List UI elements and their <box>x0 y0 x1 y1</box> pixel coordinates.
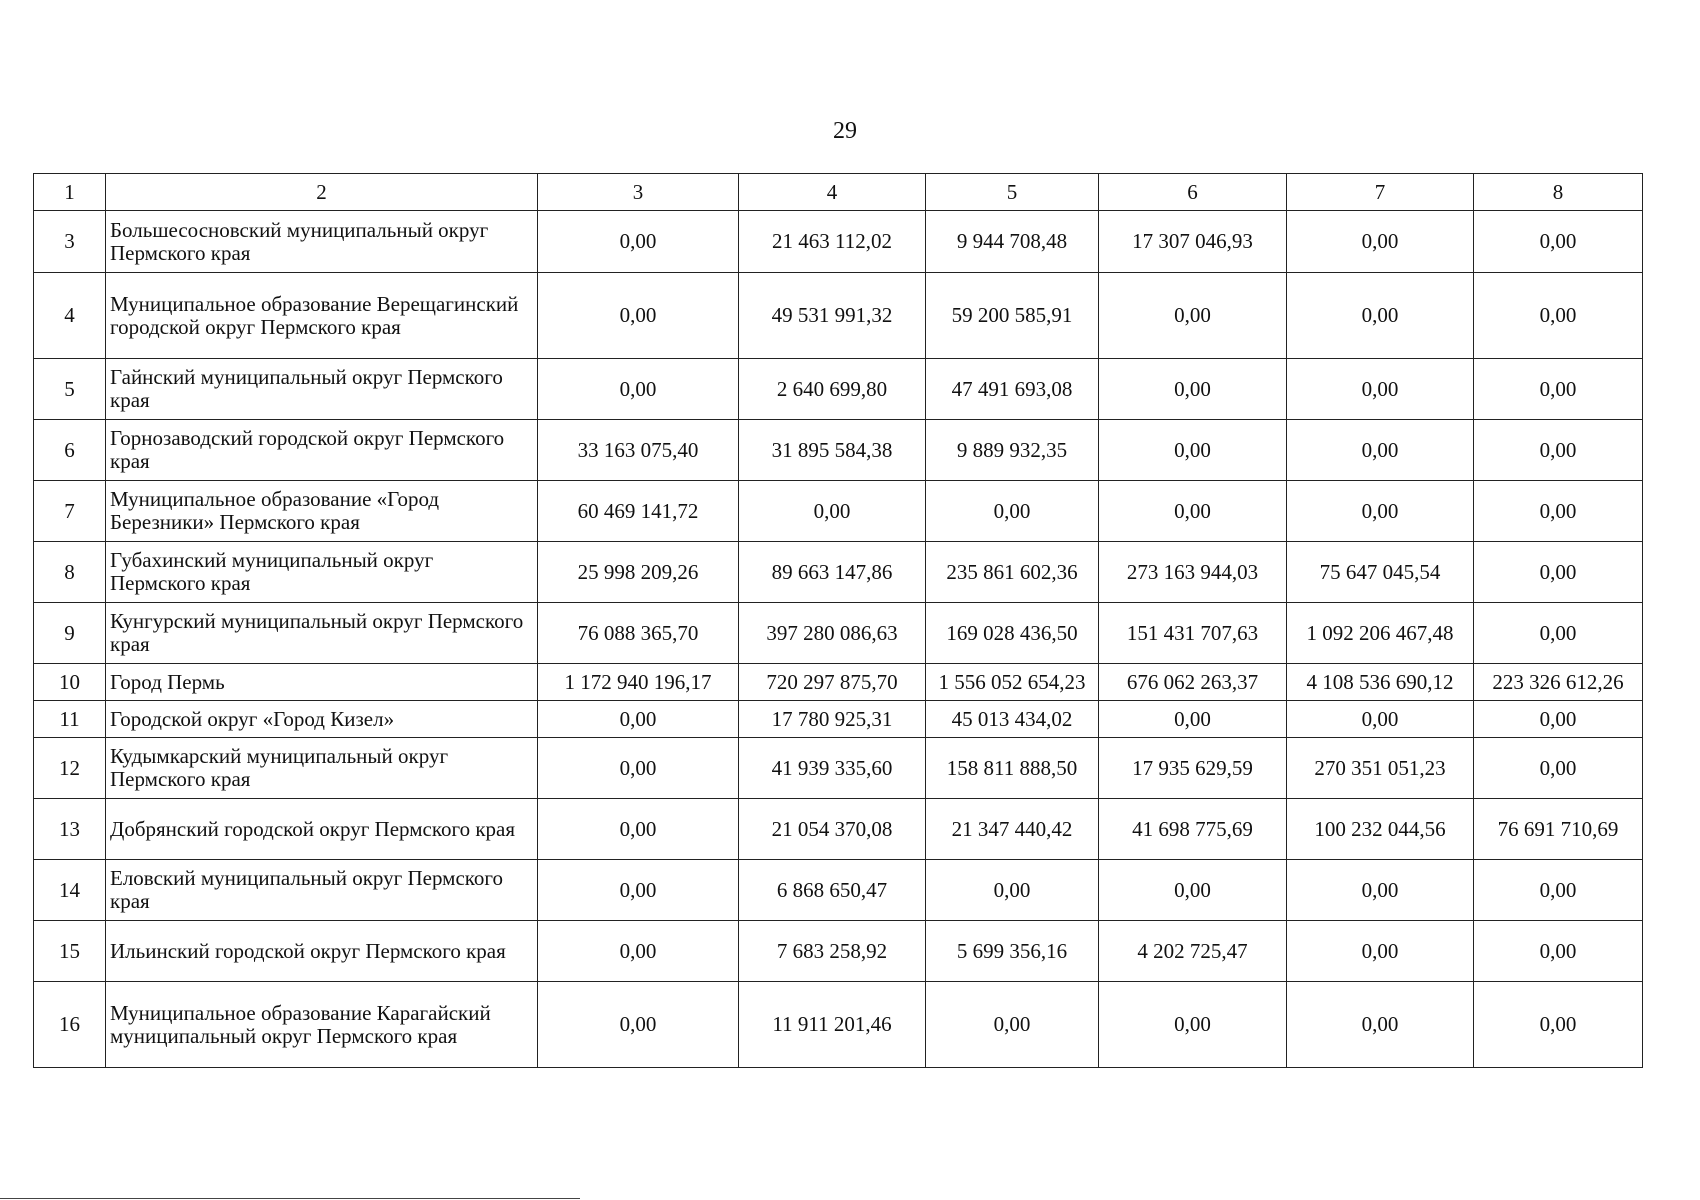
table-row <box>34 701 1643 738</box>
value-cell-col-7: 0,00 <box>1287 921 1474 982</box>
value-cell-col-7: 1 092 206 467,48 <box>1287 603 1474 664</box>
value-cell-col-5: 0,00 <box>926 982 1099 1068</box>
row-number: 5 <box>34 359 106 420</box>
value-cell-col-5: 0,00 <box>926 860 1099 921</box>
value-cell-col-5: 59 200 585,91 <box>926 273 1099 359</box>
row-number: 15 <box>34 921 106 982</box>
value-cell-col-6: 0,00 <box>1099 701 1287 738</box>
column-header-3: 3 <box>538 174 739 211</box>
value-cell-col-7: 100 232 044,56 <box>1287 799 1474 860</box>
value-cell-col-7: 0,00 <box>1287 701 1474 738</box>
value-cell-col-8: 0,00 <box>1474 603 1643 664</box>
column-header-2: 2 <box>106 174 538 211</box>
value-cell-col-4: 17 780 925,31 <box>739 701 926 738</box>
value-cell-col-5: 47 491 693,08 <box>926 359 1099 420</box>
table-row <box>34 921 1643 982</box>
value-cell-col-3: 0,00 <box>538 701 739 738</box>
value-cell-col-3: 0,00 <box>538 921 739 982</box>
value-cell-col-5: 0,00 <box>926 481 1099 542</box>
value-cell-col-3: 0,00 <box>538 860 739 921</box>
table-row <box>34 738 1643 799</box>
page-number: 29 <box>833 118 857 144</box>
value-cell-col-4: 6 868 650,47 <box>739 860 926 921</box>
value-cell-col-4: 41 939 335,60 <box>739 738 926 799</box>
value-cell-col-3: 0,00 <box>538 211 739 273</box>
value-cell-col-6: 4 202 725,47 <box>1099 921 1287 982</box>
municipality-name: Муниципальное образование «Город Березники» Пермского края <box>106 481 538 542</box>
row-number: 13 <box>34 799 106 860</box>
value-cell-col-6: 17 935 629,59 <box>1099 738 1287 799</box>
column-header-7: 7 <box>1287 174 1474 211</box>
value-cell-col-8: 0,00 <box>1474 860 1643 921</box>
value-cell-col-3: 0,00 <box>538 738 739 799</box>
table-row <box>34 603 1643 664</box>
value-cell-col-3: 60 469 141,72 <box>538 481 739 542</box>
table-row <box>34 359 1643 420</box>
value-cell-col-6: 676 062 263,37 <box>1099 664 1287 701</box>
value-cell-col-7: 4 108 536 690,12 <box>1287 664 1474 701</box>
value-cell-col-4: 89 663 147,86 <box>739 542 926 603</box>
value-cell-col-8: 76 691 710,69 <box>1474 799 1643 860</box>
value-cell-col-8: 0,00 <box>1474 481 1643 542</box>
budget-table <box>33 173 1643 1068</box>
value-cell-col-7: 0,00 <box>1287 860 1474 921</box>
municipality-name: Гайнский муниципальный округ Пермского края <box>106 359 538 420</box>
value-cell-col-8: 0,00 <box>1474 738 1643 799</box>
municipality-name: Еловский муниципальный округ Пермского края <box>106 860 538 921</box>
value-cell-col-8: 0,00 <box>1474 921 1643 982</box>
table-row <box>34 481 1643 542</box>
value-cell-col-6: 151 431 707,63 <box>1099 603 1287 664</box>
value-cell-col-7: 75 647 045,54 <box>1287 542 1474 603</box>
value-cell-col-5: 9 944 708,48 <box>926 211 1099 273</box>
table-row <box>34 799 1643 860</box>
value-cell-col-3: 25 998 209,26 <box>538 542 739 603</box>
value-cell-col-8: 0,00 <box>1474 273 1643 359</box>
row-number: 3 <box>34 211 106 273</box>
value-cell-col-8: 0,00 <box>1474 359 1643 420</box>
value-cell-col-5: 5 699 356,16 <box>926 921 1099 982</box>
row-number: 8 <box>34 542 106 603</box>
table-row <box>34 211 1643 273</box>
value-cell-col-3: 33 163 075,40 <box>538 420 739 481</box>
municipality-name: Муниципальное образование Верещагинский городской округ Пермского края <box>106 273 538 359</box>
row-number: 10 <box>34 664 106 701</box>
municipality-name: Ильинский городской округ Пермского края <box>106 921 538 982</box>
value-cell-col-8: 0,00 <box>1474 211 1643 273</box>
row-number: 14 <box>34 860 106 921</box>
value-cell-col-4: 11 911 201,46 <box>739 982 926 1068</box>
value-cell-col-8: 0,00 <box>1474 420 1643 481</box>
value-cell-col-3: 1 172 940 196,17 <box>538 664 739 701</box>
value-cell-col-5: 158 811 888,50 <box>926 738 1099 799</box>
table-row <box>34 860 1643 921</box>
column-header-1: 1 <box>34 174 106 211</box>
value-cell-col-4: 21 463 112,02 <box>739 211 926 273</box>
value-cell-col-4: 31 895 584,38 <box>739 420 926 481</box>
value-cell-col-6: 0,00 <box>1099 359 1287 420</box>
value-cell-col-6: 0,00 <box>1099 481 1287 542</box>
value-cell-col-7: 0,00 <box>1287 420 1474 481</box>
column-header-4: 4 <box>739 174 926 211</box>
value-cell-col-7: 0,00 <box>1287 481 1474 542</box>
value-cell-col-4: 397 280 086,63 <box>739 603 926 664</box>
column-header-5: 5 <box>926 174 1099 211</box>
value-cell-col-3: 0,00 <box>538 982 739 1068</box>
table-row <box>34 420 1643 481</box>
value-cell-col-4: 2 640 699,80 <box>739 359 926 420</box>
value-cell-col-8: 0,00 <box>1474 982 1643 1068</box>
value-cell-col-6: 0,00 <box>1099 860 1287 921</box>
value-cell-col-7: 270 351 051,23 <box>1287 738 1474 799</box>
table-row <box>34 542 1643 603</box>
value-cell-col-7: 0,00 <box>1287 273 1474 359</box>
row-number: 7 <box>34 481 106 542</box>
value-cell-col-5: 9 889 932,35 <box>926 420 1099 481</box>
value-cell-col-8: 223 326 612,26 <box>1474 664 1643 701</box>
row-number: 16 <box>34 982 106 1068</box>
value-cell-col-5: 235 861 602,36 <box>926 542 1099 603</box>
value-cell-col-5: 1 556 052 654,23 <box>926 664 1099 701</box>
row-number: 6 <box>34 420 106 481</box>
column-header-8: 8 <box>1474 174 1643 211</box>
value-cell-col-8: 0,00 <box>1474 542 1643 603</box>
municipality-name: Город Пермь <box>106 664 538 701</box>
table-body <box>34 211 1643 1068</box>
municipality-name: Добрянский городской округ Пермского края <box>106 799 538 860</box>
value-cell-col-5: 169 028 436,50 <box>926 603 1099 664</box>
value-cell-col-4: 49 531 991,32 <box>739 273 926 359</box>
value-cell-col-3: 0,00 <box>538 799 739 860</box>
value-cell-col-7: 0,00 <box>1287 982 1474 1068</box>
municipality-name: Городской округ «Город Кизел» <box>106 701 538 738</box>
value-cell-col-4: 21 054 370,08 <box>739 799 926 860</box>
municipality-name: Муниципальное образование Карагайский муниципальный округ Пермского края <box>106 982 538 1068</box>
value-cell-col-3: 76 088 365,70 <box>538 603 739 664</box>
value-cell-col-6: 0,00 <box>1099 982 1287 1068</box>
value-cell-col-3: 0,00 <box>538 273 739 359</box>
value-cell-col-6: 0,00 <box>1099 273 1287 359</box>
header-row <box>34 174 1643 211</box>
table-row <box>34 664 1643 701</box>
value-cell-col-6: 273 163 944,03 <box>1099 542 1287 603</box>
table-row <box>34 982 1643 1068</box>
column-header-6: 6 <box>1099 174 1287 211</box>
value-cell-col-4: 720 297 875,70 <box>739 664 926 701</box>
value-cell-col-5: 21 347 440,42 <box>926 799 1099 860</box>
municipality-name: Губахинский муниципальный округ Пермского края <box>106 542 538 603</box>
value-cell-col-6: 0,00 <box>1099 420 1287 481</box>
municipality-name: Большесосновский муниципальный округ Пермского края <box>106 211 538 273</box>
municipality-name: Горнозаводский городской округ Пермского края <box>106 420 538 481</box>
row-number: 9 <box>34 603 106 664</box>
row-number: 11 <box>34 701 106 738</box>
table-row <box>34 273 1643 359</box>
municipality-name: Кунгурский муниципальный округ Пермского края <box>106 603 538 664</box>
value-cell-col-3: 0,00 <box>538 359 739 420</box>
value-cell-col-4: 7 683 258,92 <box>739 921 926 982</box>
scan-edge-line <box>0 1198 580 1199</box>
value-cell-col-6: 41 698 775,69 <box>1099 799 1287 860</box>
value-cell-col-5: 45 013 434,02 <box>926 701 1099 738</box>
value-cell-col-8: 0,00 <box>1474 701 1643 738</box>
value-cell-col-4: 0,00 <box>739 481 926 542</box>
row-number: 4 <box>34 273 106 359</box>
row-number: 12 <box>34 738 106 799</box>
value-cell-col-7: 0,00 <box>1287 211 1474 273</box>
value-cell-col-7: 0,00 <box>1287 359 1474 420</box>
value-cell-col-6: 17 307 046,93 <box>1099 211 1287 273</box>
municipality-name: Кудымкарский муниципальный округ Пермского края <box>106 738 538 799</box>
